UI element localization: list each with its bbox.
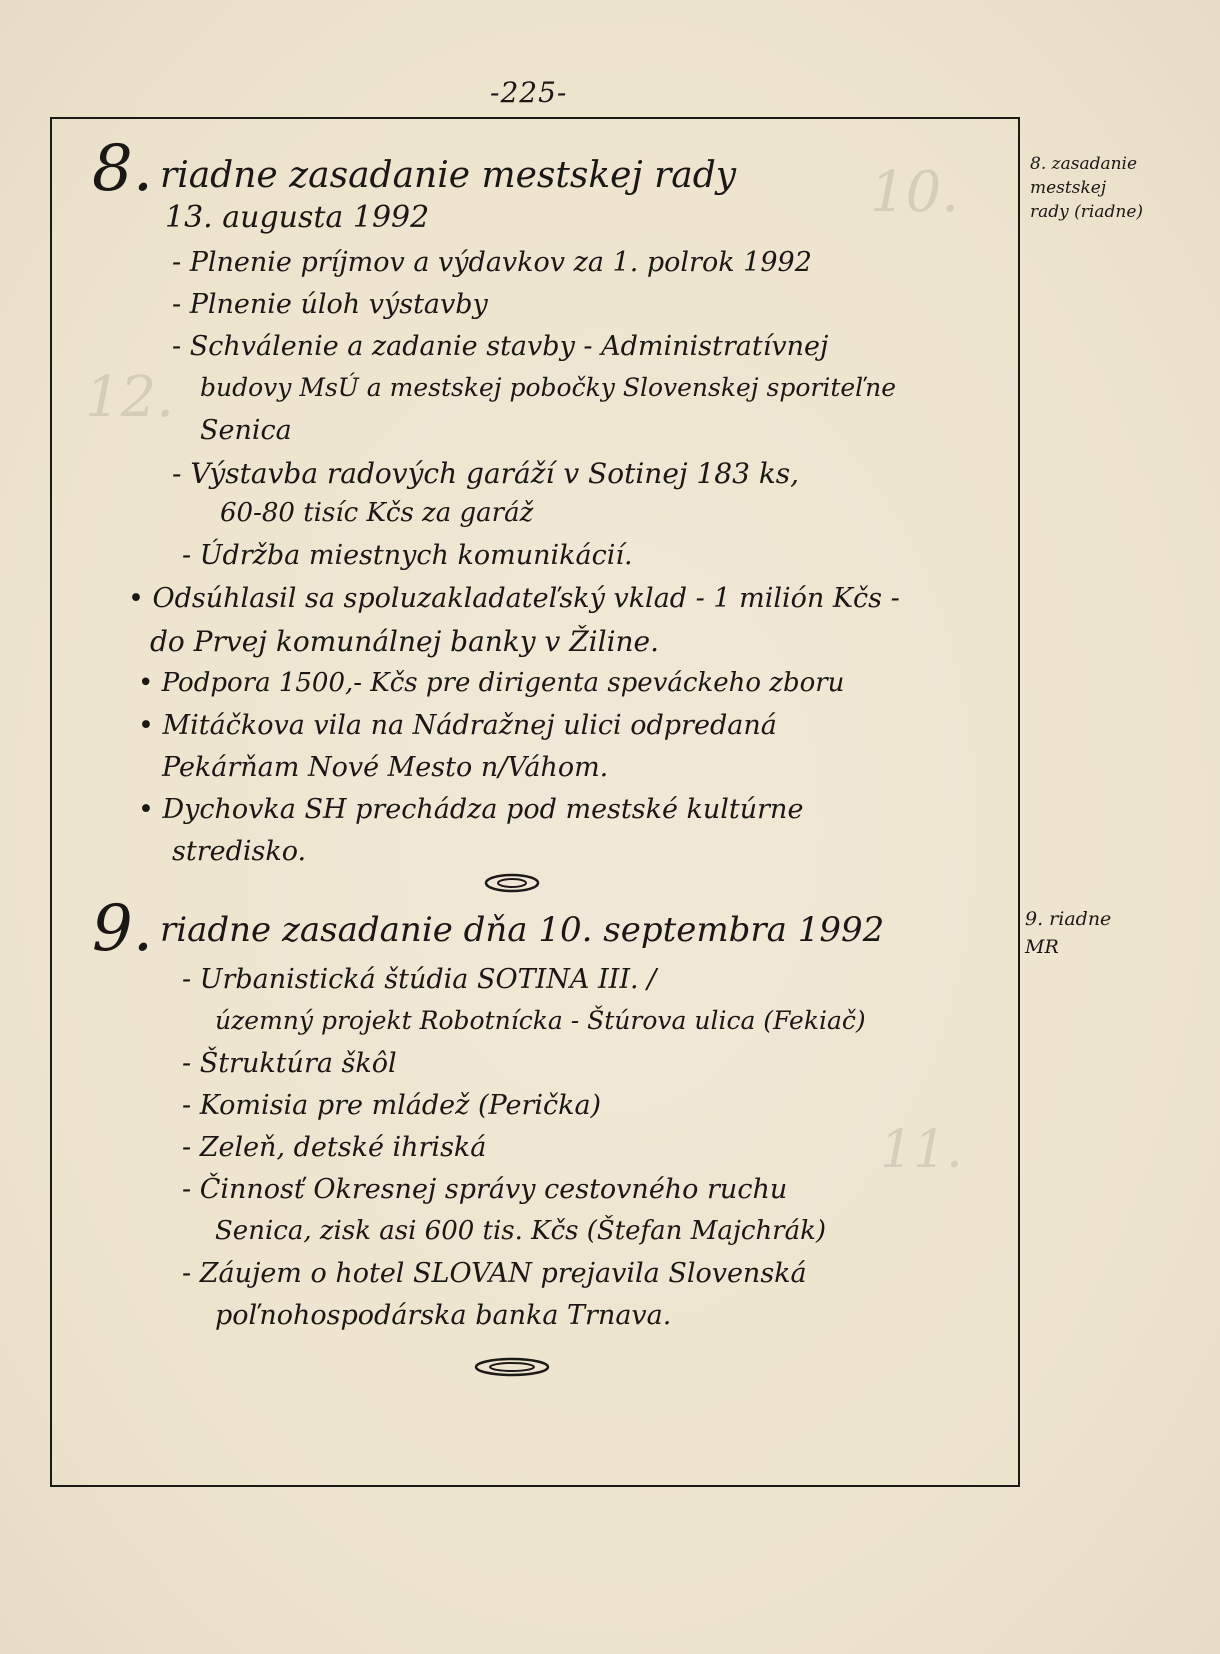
divider-ornament xyxy=(482,872,542,894)
section-9-item: - Záujem o hotel SLOVAN prejavila Slovenská xyxy=(182,1258,807,1289)
section-8-item: stredisko. xyxy=(172,836,307,867)
section-9-heading: riadne zasadanie dňa 10. septembra 1992 xyxy=(160,910,885,950)
margin-note-line: 9. riadne xyxy=(1025,908,1112,930)
section-8-item: • Dychovka SH prechádza pod mestské kultúrne xyxy=(138,794,804,825)
section-9-item: poľnohospodárska banka Trnava. xyxy=(215,1300,672,1331)
section-9-item: - Činnosť Okresnej správy cestovného ruchu xyxy=(182,1174,788,1205)
section-8-item: - Schválenie a zadanie stavby - Administratívnej xyxy=(172,331,829,362)
section-9-number: 9. xyxy=(92,892,154,966)
section-8-item: • Mitáčkova vila na Nádražnej ulici odpredaná xyxy=(138,710,777,741)
section-8-item: budovy MsÚ a mestskej pobočky Slovenskej sporiteľne xyxy=(200,373,897,402)
section-8-item: • Odsúhlasil sa spoluzakladateľský vklad - 1 milión Kčs - xyxy=(128,583,900,614)
section-8-item: Senica xyxy=(200,415,292,446)
section-9-item: Senica, zisk asi 600 tis. Kčs (Štefan Majchrák) xyxy=(215,1216,827,1246)
section-8-item: 60-80 tisíc Kčs za garáž xyxy=(220,498,534,528)
section-8-item: - Výstavba radových garáží v Sotinej 183 ks, xyxy=(172,457,800,490)
section-8-item: - Údržba miestnych komunikácií. xyxy=(182,540,633,571)
margin-note-section-8 xyxy=(1030,152,1143,224)
section-8-heading: riadne zasadanie mestskej rady xyxy=(160,155,737,196)
section-9-item: - Štruktúra škôl xyxy=(182,1048,397,1079)
bleed-through-text: 10. xyxy=(870,160,960,225)
section-8-number: 8. xyxy=(92,132,154,206)
section-8-item: Pekárňam Nové Mesto n/Váhom. xyxy=(162,752,609,783)
margin-note-section-9 xyxy=(1025,905,1111,961)
section-9-item: - Komisia pre mládež (Perička) xyxy=(182,1090,602,1121)
margin-note-line: 8. zasadanie xyxy=(1030,154,1138,174)
section-8-item: - Plnenie príjmov a výdavkov za 1. polrok 1992 xyxy=(172,247,812,278)
margin-note-line: MR xyxy=(1025,936,1059,958)
bleed-through-text: 12. xyxy=(85,365,175,430)
section-9-item: územný projekt Robotnícka - Štúrova ulica (Fekiač) xyxy=(215,1006,866,1035)
section-9-item: - Zeleň, detské ihriská xyxy=(182,1132,487,1163)
bleed-through-text: 11. xyxy=(880,1120,963,1180)
section-8-item: do Prvej komunálnej banky v Žiline. xyxy=(150,625,660,658)
section-8-item: • Podpora 1500,- Kčs pre dirigenta speváckeho zboru xyxy=(138,668,845,698)
page-number: -225- xyxy=(490,76,568,109)
section-8-date: 13. augusta 1992 xyxy=(165,200,430,235)
end-ornament xyxy=(472,1355,552,1379)
margin-note-line: mestskej xyxy=(1030,178,1107,198)
section-9-item: - Urbanistická štúdia SOTINA III. / xyxy=(182,964,657,995)
section-8-item: - Plnenie úloh výstavby xyxy=(172,289,488,320)
margin-note-line: rady (riadne) xyxy=(1030,202,1144,222)
